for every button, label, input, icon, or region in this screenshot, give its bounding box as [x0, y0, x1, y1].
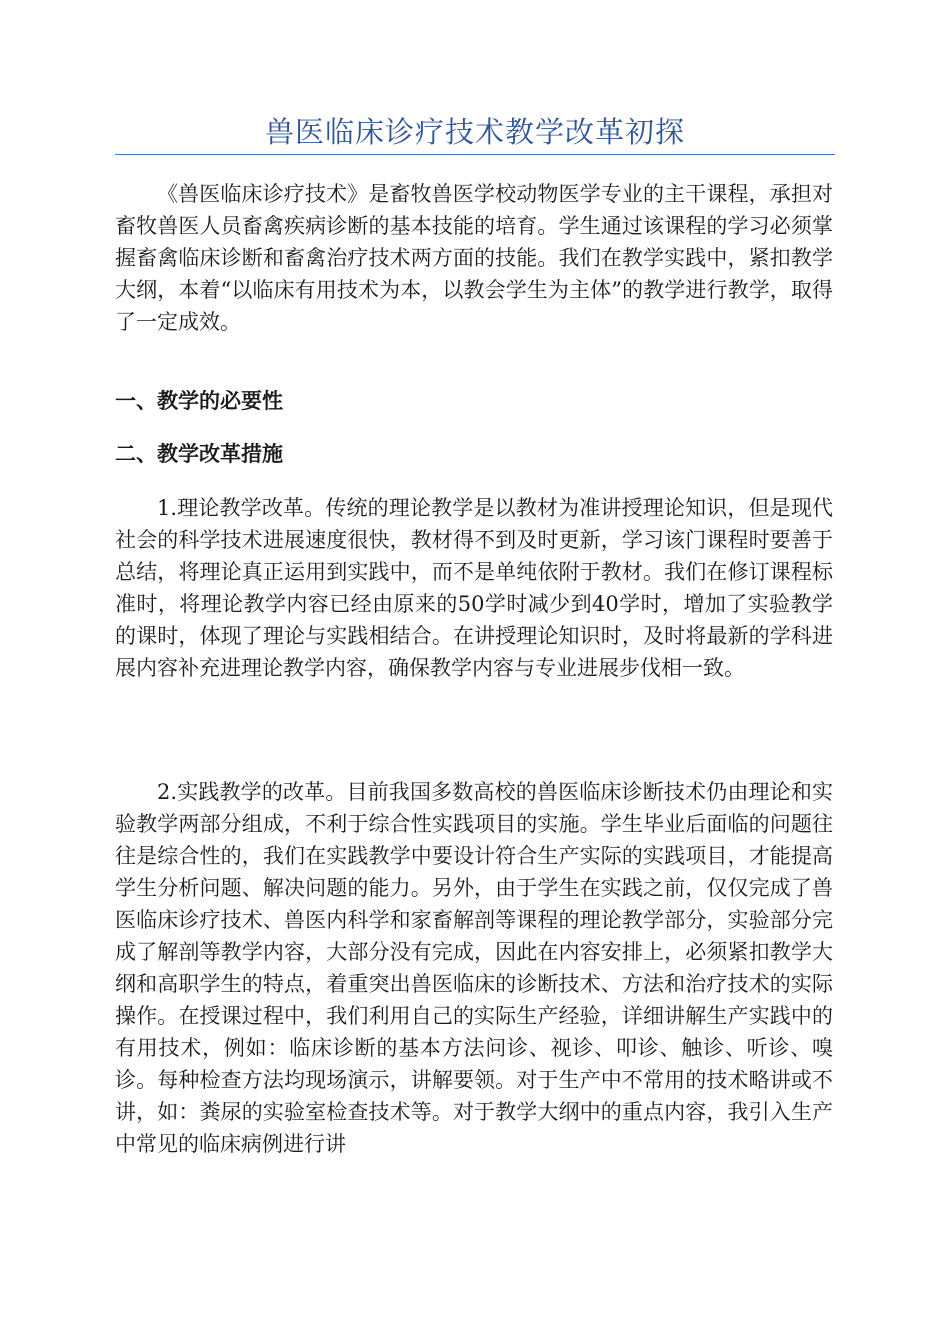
theory-reform-paragraph: 1.理论教学改革。传统的理论教学是以教材为准讲授理论知识，但是现代社会的科学技术进展速度很快，教材得不到及时更新，学习该门课程时要善于总结，将理论真正运用到实践中，而不是单纯依附于教材。我们在修订课程标准时，将理论教学内容已经由原来的50学时减少到40学时，增加了实验教学的课时，体现了理论与实践相结合。在讲授理论知识时，及时将最新的学科进展内容补充进理论教学内容，确保教学内容与专业进展步伐相一致。 [115, 496, 833, 680]
section-heading-necessity: 一、教学的必要性 [115, 389, 283, 413]
document-title: 兽医临床诊疗技术教学改革初探 [264, 115, 685, 149]
practice-reform-paragraph: 2.实践教学的改革。目前我国多数高校的兽医临床诊断技术仍由理论和实验教学两部分组成，不利于综合性实践项目的实施。学生毕业后面临的问题往往是综合性的，我们在实践教学中要设计符合生产实际的实践项目，才能提高学生分析问题、解决问题的能力。另外，由于学生在实践之前，仅仅完成了兽医临床诊疗技术、兽医内科学和家畜解剖等课程的理论教学部分，实验部分完成了解剖等教学内容，大部分没有完成，因此在内容安排上，必须紧扣教学大纲和高职学生的特点，着重突出兽医临床的诊断技术、方法和治疗技术的实际操作。在授课过程中，我们利用自己的实际生产经验，详细讲解生产实践中的有用技术，例如：临床诊断的基本方法问诊、视诊、叩诊、触诊、听诊、嗅诊。每种检查方法均现场演示，讲解要领。对于生产中不常用的技术略讲或不讲，如：粪尿的实验室检查技术等。对于教学大纲中的重点内容，我引入生产中常见的临床病例进行讲 [115, 780, 833, 1156]
title-underline [115, 154, 835, 155]
intro-paragraph: 《兽医临床诊疗技术》是畜牧兽医学校动物医学专业的主干课程，承担对畜牧兽医人员畜禽疾病诊断的基本技能的培育。学生通过该课程的学习必须掌握畜禽临床诊断和畜禽治疗技术两方面的技能。我们在教学实践中，紧扣教学大纲，本着“以临床有用技术为本，以教会学生为主体”的教学进行教学，取得了一定成效。 [115, 182, 833, 334]
section-heading-measures: 二、教学改革措施 [115, 442, 283, 466]
